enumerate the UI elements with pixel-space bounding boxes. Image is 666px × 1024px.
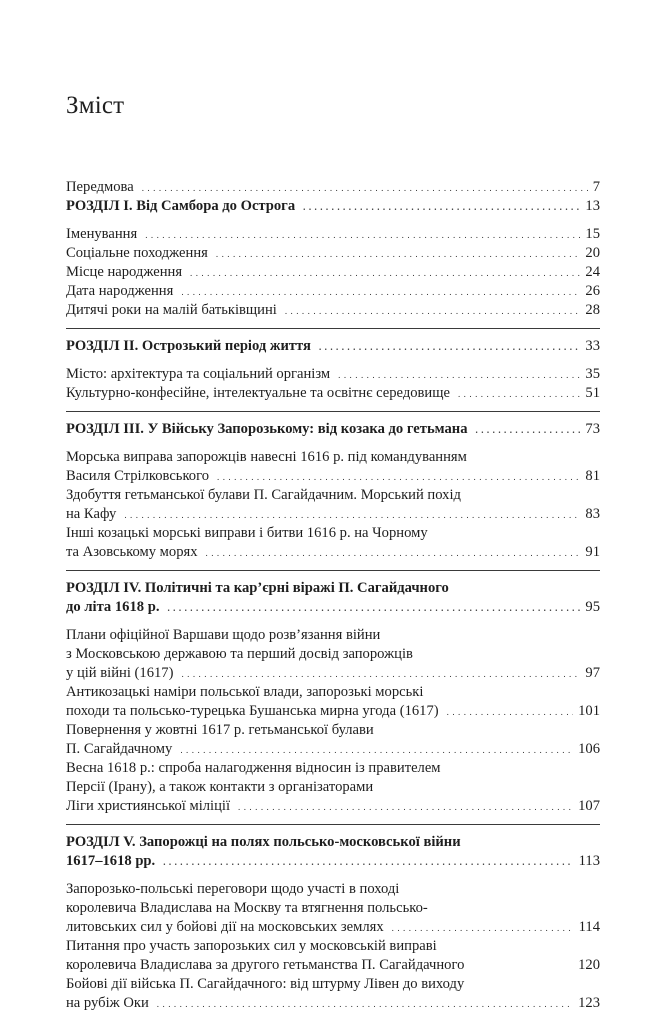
- page-number: 73: [580, 420, 600, 439]
- page-number: 123: [573, 994, 600, 1013]
- page-number: 114: [574, 918, 600, 937]
- page-number: 51: [580, 384, 600, 403]
- page-number: 28: [580, 301, 600, 320]
- toc-entry[interactable]: Іменування 15 . . .: [66, 225, 600, 244]
- page-number: 15: [580, 225, 600, 244]
- page-number: 13: [580, 197, 600, 216]
- page-number: 106: [573, 740, 600, 759]
- page-number: 33: [580, 337, 600, 356]
- page-number: 101: [573, 702, 600, 721]
- chapter-1-heading[interactable]: РОЗДІЛ І. Від Самбора до Острога 13 . . .: [66, 197, 600, 216]
- toc-entry[interactable]: Соціальне походження 20 . . .: [66, 244, 600, 263]
- toc-entry[interactable]: Плани офіційної Варшави щодо розв’язання війни з Московською державою та перший досвід запорожців у цій війні (1617) 97 . . .: [66, 626, 600, 683]
- page-number: 24: [580, 263, 600, 282]
- toc-entry[interactable]: Інші козацькі морські виправи і битви 1616 р. на Чорному та Азовському морях 91 . . .: [66, 524, 600, 562]
- page-number: 20: [580, 244, 600, 263]
- toc-entry[interactable]: Дитячі роки на малій батьківщині 28 . . .: [66, 301, 600, 320]
- chapter-5-heading[interactable]: РОЗДІЛ V. Запорожці на полях польсько-московської війни 1617–1618 рр. 113 . . .: [66, 833, 600, 871]
- page-number: 83: [580, 505, 600, 524]
- toc-entry[interactable]: Дата народження 26 . . .: [66, 282, 600, 301]
- page-number: 113: [574, 852, 600, 871]
- toc-entry[interactable]: Бойові дії війська П. Сагайдачного: від штурму Лівен до виходу на рубіж Оки 123 . . .: [66, 975, 600, 1013]
- toc-entry[interactable]: Культурно-конфесійне, інтелектуальне та освітнє середовище 51 . . .: [66, 384, 600, 403]
- toc-entry[interactable]: Запорозько-польські переговори щодо участі в поході королевича Владислава на Москву та втягнення польсько- литовських сил у бойові дії на московських землях 114 . . .: [66, 880, 600, 937]
- page-title: Зміст: [66, 92, 125, 119]
- page-number: 91: [580, 543, 600, 562]
- page-number: 97: [580, 664, 600, 683]
- page-number: 120: [573, 956, 600, 975]
- toc-entry[interactable]: Антикозацькі наміри польської влади, запорозькі морські походи та польсько-турецька Бушанська мирна угода (1617) 101 . . .: [66, 683, 600, 721]
- chapter-3-heading[interactable]: РОЗДІЛ ІІІ. У Війську Запорозькому: від козака до гетьмана 73 . . .: [66, 420, 600, 439]
- toc-entry[interactable]: Весна 1618 р.: спроба налагодження відносин із правителем Персії (Ірану), а також контакти з організаторами Ліги християнської міліції 107 . . .: [66, 759, 600, 816]
- page-number: 26: [580, 282, 600, 301]
- chapter-2-heading[interactable]: РОЗДІЛ ІІ. Острозький період життя 33 . . .: [66, 337, 600, 356]
- toc-entry[interactable]: Здобуття гетьманської булави П. Сагайдачним. Морський похід на Кафу 83 . . .: [66, 486, 600, 524]
- page-number: 35: [580, 365, 600, 384]
- table-of-contents: [66, 178, 600, 1013]
- toc-entry[interactable]: Питання про участь запорозьких сил у московській виправі королевича Владислава за другого гетьманства П. Сагайдачного 120: [66, 938, 600, 973]
- chapter-4-heading[interactable]: РОЗДІЛ IV. Політичні та кар’єрні віражі П. Сагайдачного до літа 1618 р. 95 . . .: [66, 579, 600, 617]
- page-number: 81: [580, 467, 600, 486]
- page-number: 107: [573, 797, 600, 816]
- toc-entry-preface[interactable]: Передмова 7 . . .: [66, 178, 600, 197]
- section-divider: [66, 411, 600, 412]
- section-divider: [66, 328, 600, 329]
- page-number: 95: [580, 598, 600, 617]
- section-divider: [66, 570, 600, 571]
- page-number: 7: [588, 178, 600, 197]
- toc-entry[interactable]: Місто: архітектура та соціальний організм 35 . . .: [66, 365, 600, 384]
- toc-entry[interactable]: Місце народження 24 . . .: [66, 263, 600, 282]
- section-divider: [66, 824, 600, 825]
- toc-entry[interactable]: Повернення у жовтні 1617 р. гетьманської булави П. Сагайдачному 106 . . .: [66, 721, 600, 759]
- toc-entry[interactable]: Морська виправа запорожців навесні 1616 р. під командуванням Василя Стрілковського 81 . . .: [66, 448, 600, 486]
